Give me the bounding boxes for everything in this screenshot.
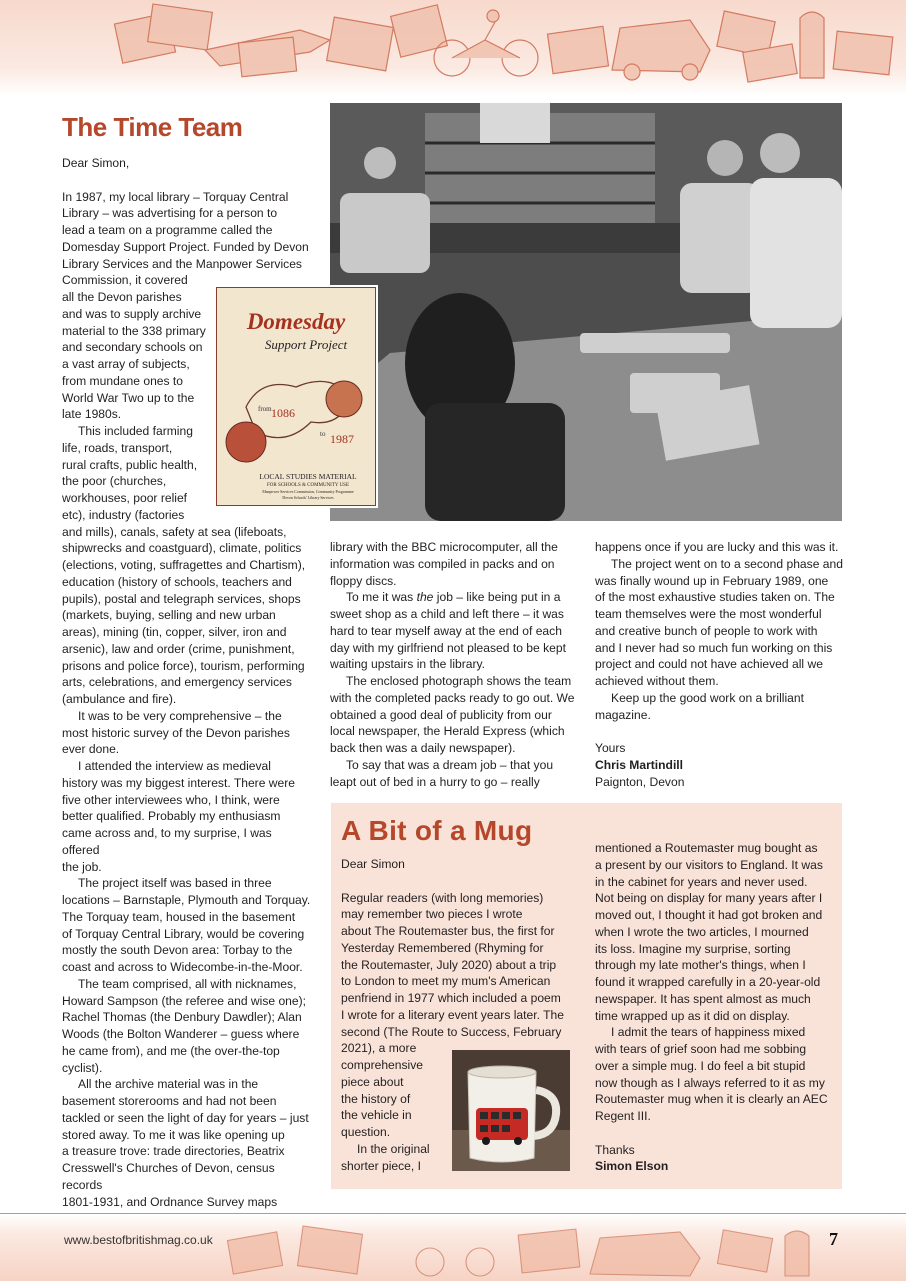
text-line: The enclosed photograph shows the team xyxy=(346,674,572,688)
text-line: and was to supply archive xyxy=(62,306,202,321)
signoff: Thanks xyxy=(595,1142,635,1157)
text-line: prisons and police force), tourism, performing xyxy=(62,658,305,673)
text-line: moved out, I thought it had got broken and xyxy=(595,908,823,922)
text-line: newspaper. It has spent almost as much xyxy=(595,991,811,1006)
author-location: Paignton, Devon xyxy=(595,774,685,789)
text-line: he came from), and me (the over-the-top xyxy=(62,1043,280,1058)
page-number: 7 xyxy=(829,1229,838,1249)
text-line: about The Routemaster bus, the first for xyxy=(341,924,555,938)
domesday-poster-image xyxy=(216,287,376,506)
text-line: The team comprised, all with nicknames, xyxy=(78,976,297,991)
text-line: and I never had so much fun working on this xyxy=(595,640,833,655)
text-line: It was to be very comprehensive – the xyxy=(78,708,282,723)
text-line: second (The Route to Success, February xyxy=(341,1024,562,1039)
text-line: 1801-1931, and Ordnance Survey maps xyxy=(62,1194,278,1209)
text-line: Howard Sampson (the referee and wise one); xyxy=(62,993,307,1008)
text-line: I attended the interview as medieval xyxy=(78,759,271,773)
text-line: with tears of grief soon had me sobbing xyxy=(595,1042,807,1056)
text-line: most historic survey of the Devon parishes xyxy=(62,725,290,740)
text-line: obtained a good deal of publicity from our xyxy=(330,707,552,722)
poster-caption-line-1: LOCAL STUDIES MATERIAL xyxy=(259,472,357,481)
text-line: a treasure trove: trade directories, Beatrix xyxy=(62,1144,285,1159)
text-line: of the most exhaustive studies taken on. The xyxy=(595,590,835,605)
text-line: library with the BBC microcomputer, all the xyxy=(330,540,558,554)
text-line: time wrapped up as it did on display. xyxy=(595,1008,790,1023)
poster-from: from xyxy=(258,405,272,413)
text-line: happens once if you are lucky and this was it. xyxy=(595,540,839,554)
text-line: Regular readers (with long memories) xyxy=(341,890,544,905)
text-line: comprehensive xyxy=(341,1058,424,1072)
text-line: I admit the tears of happiness mixed xyxy=(611,1025,806,1040)
text-line: leapt out of bed in a hurry to go – really xyxy=(330,774,540,789)
footer-website-url: www.bestofbritishmag.co.uk xyxy=(64,1233,213,1247)
text-line: arts, celebrations, and emergency services xyxy=(62,675,292,690)
text-line: I wrote for a literary event years later. The xyxy=(341,1007,564,1022)
text-line: late 1980s. xyxy=(62,407,122,422)
text-line: in the cabinet for years and never used. xyxy=(595,874,808,889)
text-line: Library – was advertising for a person to xyxy=(62,206,278,221)
text-line: was finally wound up in February 1989, one xyxy=(595,573,829,588)
text-line: its loss. Imagine my surprise, sorting xyxy=(595,941,791,956)
poster-caption-line-4: Devon Schools' Library Services xyxy=(282,496,334,500)
text-line: (markets, buying, selling and new urban xyxy=(62,608,276,623)
text-line: day with my girlfriend not pleased to be kept xyxy=(330,640,566,655)
text-line: with the completed packs ready to go out. We xyxy=(330,690,575,705)
text-line: all the Devon parishes xyxy=(62,290,182,304)
text-line: Not being on display for many years after I xyxy=(595,891,823,906)
text-line: the Routemaster, July 2020) about a trip xyxy=(341,957,557,972)
text-line: Commission, it covered xyxy=(62,273,188,288)
emphasis-word: the xyxy=(416,590,434,605)
article1-column-2 xyxy=(330,539,580,790)
text-line: shipwrecks and coastguard), climate, politics xyxy=(62,541,302,556)
text-line: from mundane ones to xyxy=(62,373,184,388)
text-line: penfriend in 1977 which included a poem xyxy=(341,991,561,1005)
text-line: In 1987, my local library – Torquay Central xyxy=(62,189,289,204)
routemaster-mug-photo xyxy=(452,1050,570,1171)
text-line: question. xyxy=(341,1125,391,1139)
text-line: cyclist). xyxy=(62,1060,103,1075)
text-line: All the archive material was in the xyxy=(78,1077,259,1092)
text-line: To say that was a dream job – that you xyxy=(346,757,554,772)
domesday-poster xyxy=(216,287,376,506)
text-line: came across and, to my surprise, I was offered xyxy=(62,826,272,857)
text-line: achieved without them. xyxy=(595,674,719,688)
text-line: ever done. xyxy=(62,742,120,757)
text-run: job – like being put in a xyxy=(436,590,561,605)
poster-to: to xyxy=(320,430,326,438)
article-title-bit-of-a-mug: A Bit of a Mug xyxy=(341,815,533,846)
text-line: to London to meet my mum's American xyxy=(341,974,551,989)
text-line: arsenic), law and order (crime, punishment, xyxy=(62,641,295,656)
text-line: project and could not have achieved all we xyxy=(595,657,823,672)
signoff: Yours xyxy=(595,741,626,755)
text-line: a vast array of subjects, xyxy=(62,357,190,371)
text-line: This included farming xyxy=(78,424,193,438)
text-line: World War Two up to the xyxy=(62,390,195,405)
text-line: five other interviewees who, I think, were xyxy=(62,792,280,807)
article1-column-3 xyxy=(595,539,850,790)
text-line: when I wrote the two articles, I mourned xyxy=(595,924,809,939)
text-line: and creative bunch of people to work with xyxy=(595,623,818,638)
text-line: Woods (the Bolton Wanderer – guess where xyxy=(62,1027,300,1041)
text-line: piece about xyxy=(341,1074,404,1089)
footer-illustration-banner xyxy=(0,1213,906,1281)
text-line: mostly the south Devon area: Torbay to the xyxy=(62,943,293,958)
text-line: and mills), canals, safety at sea (lifeboats, xyxy=(62,524,287,539)
text-line: The Torquay team, housed in the basement xyxy=(62,909,296,924)
text-line: the job. xyxy=(62,859,102,874)
poster-caption-line-3: Manpower Services Commission, Community Programme xyxy=(262,490,354,494)
text-line: through my late mother's things, when I xyxy=(595,958,806,973)
author-name: Chris Martindill xyxy=(595,757,684,772)
team-photograph xyxy=(330,103,842,521)
text-line: The project itself was based in three xyxy=(78,876,272,891)
text-line: lead a team on a programme called the xyxy=(62,223,273,237)
text-line: Keep up the good work on a brilliant xyxy=(611,690,804,705)
text-line: floppy discs. xyxy=(330,573,397,588)
text-line: sweet shop as a child and left there – it was xyxy=(330,607,564,621)
poster-caption-line-2: FOR SCHOOLS & COMMUNITY USE xyxy=(266,483,350,488)
text-line: material to the 338 primary xyxy=(62,323,206,338)
text-line: Rachel Thomas (the Denbury Dawdler); Alan xyxy=(62,1010,302,1025)
text-line: workhouses, poor relief xyxy=(62,491,188,505)
text-line: education (history of schools, teachers and xyxy=(62,574,292,589)
text-line: and secondary schools on xyxy=(62,340,203,355)
poster-year-1086: 1086 xyxy=(271,406,295,420)
text-line: Regent III. xyxy=(595,1109,651,1123)
salutation: Dear Simon, xyxy=(62,156,130,170)
text-line: mentioned a Routemaster mug bought as xyxy=(595,841,818,855)
article-title-time-team: The Time Team xyxy=(62,112,243,142)
text-line: information was compiled in packs and on xyxy=(330,556,555,571)
text-line: etc), industry (factories xyxy=(62,507,185,522)
header-illustration-banner xyxy=(0,0,906,96)
salutation: Dear Simon xyxy=(341,857,405,871)
author-name: Simon Elson xyxy=(595,1159,669,1174)
text-line: Domesday Support Project. Funded by Devon xyxy=(62,239,309,254)
text-line: In the original xyxy=(357,1141,430,1156)
text-line: waiting upstairs in the library. xyxy=(330,657,486,672)
mug-illustration xyxy=(452,1050,570,1171)
text-line: basement storerooms and had not been xyxy=(62,1094,277,1108)
text-run: To me it was xyxy=(346,590,414,605)
text-line: hard to tear myself away at the end of each xyxy=(330,623,562,638)
text-line: (ambulance and fire). xyxy=(62,692,177,706)
text-line: Yesterday Remembered (Rhyming for xyxy=(341,940,544,955)
text-line: the vehicle in xyxy=(341,1108,412,1123)
text-line: Routemaster mug when it is clearly an AEC xyxy=(595,1092,828,1107)
text-line: over a simple mug. I do feel a bit stupid xyxy=(595,1058,806,1073)
text-line: back then was a daily newspaper). xyxy=(330,741,516,755)
text-line: areas), mining (tin, copper, silver, iron and xyxy=(62,625,287,639)
text-line: of Torquay Central Library, would be covering xyxy=(62,926,305,941)
text-line: coast and across to Widecombe-in-the-Moor. xyxy=(62,960,303,974)
text-line: local newspaper, the Herald Express (which xyxy=(330,724,565,739)
poster-title-support: Support Project xyxy=(264,337,348,352)
text-line: may remember two pieces I wrote xyxy=(341,907,523,922)
text-line: pupils), postal and telegraph services, shops xyxy=(62,591,301,606)
poster-year-1987: 1987 xyxy=(330,432,354,446)
text-line xyxy=(330,589,580,606)
text-line: shorter piece, I xyxy=(341,1158,421,1173)
text-line: life, roads, transport, xyxy=(62,440,173,455)
team-photo-illustration xyxy=(330,103,842,521)
text-line: now though as I always referred to it as my xyxy=(595,1075,825,1090)
text-line: Cresswell's Churches of Devon, census records xyxy=(62,1161,275,1192)
text-line: the poor (churches, xyxy=(62,474,167,489)
text-line: locations – Barnstaple, Plymouth and Torquay. xyxy=(62,893,311,907)
text-line: tackled or seen the light of day for years – just xyxy=(62,1110,309,1125)
text-line: better qualified. Probably my enthusiasm xyxy=(62,809,281,824)
text-line: rural crafts, public health, xyxy=(62,457,198,472)
text-line: found it wrapped carefully in a 20-year-old xyxy=(595,975,821,989)
postal-illustration xyxy=(0,0,906,96)
text-line: the history of xyxy=(341,1091,411,1106)
article2-column-2 xyxy=(595,840,840,1175)
text-line: team themselves were the most wonderful xyxy=(595,607,822,621)
text-line: The project went on to a second phase and xyxy=(611,556,843,571)
text-line: history was my biggest interest. There were xyxy=(62,775,296,790)
poster-title-domesday: Domesday xyxy=(246,309,346,334)
postal-illustration-footer xyxy=(0,1214,906,1281)
text-line: a present by our visitors to England. It was xyxy=(595,857,823,872)
text-line: stored away. To me it was like opening up xyxy=(62,1127,285,1142)
text-line: magazine. xyxy=(595,707,651,722)
text-line: Library Services and the Manpower Services xyxy=(62,256,302,271)
text-line: 2021), a more xyxy=(341,1041,417,1056)
text-line: (elections, voting, suffragettes and Chartism), xyxy=(62,558,306,572)
